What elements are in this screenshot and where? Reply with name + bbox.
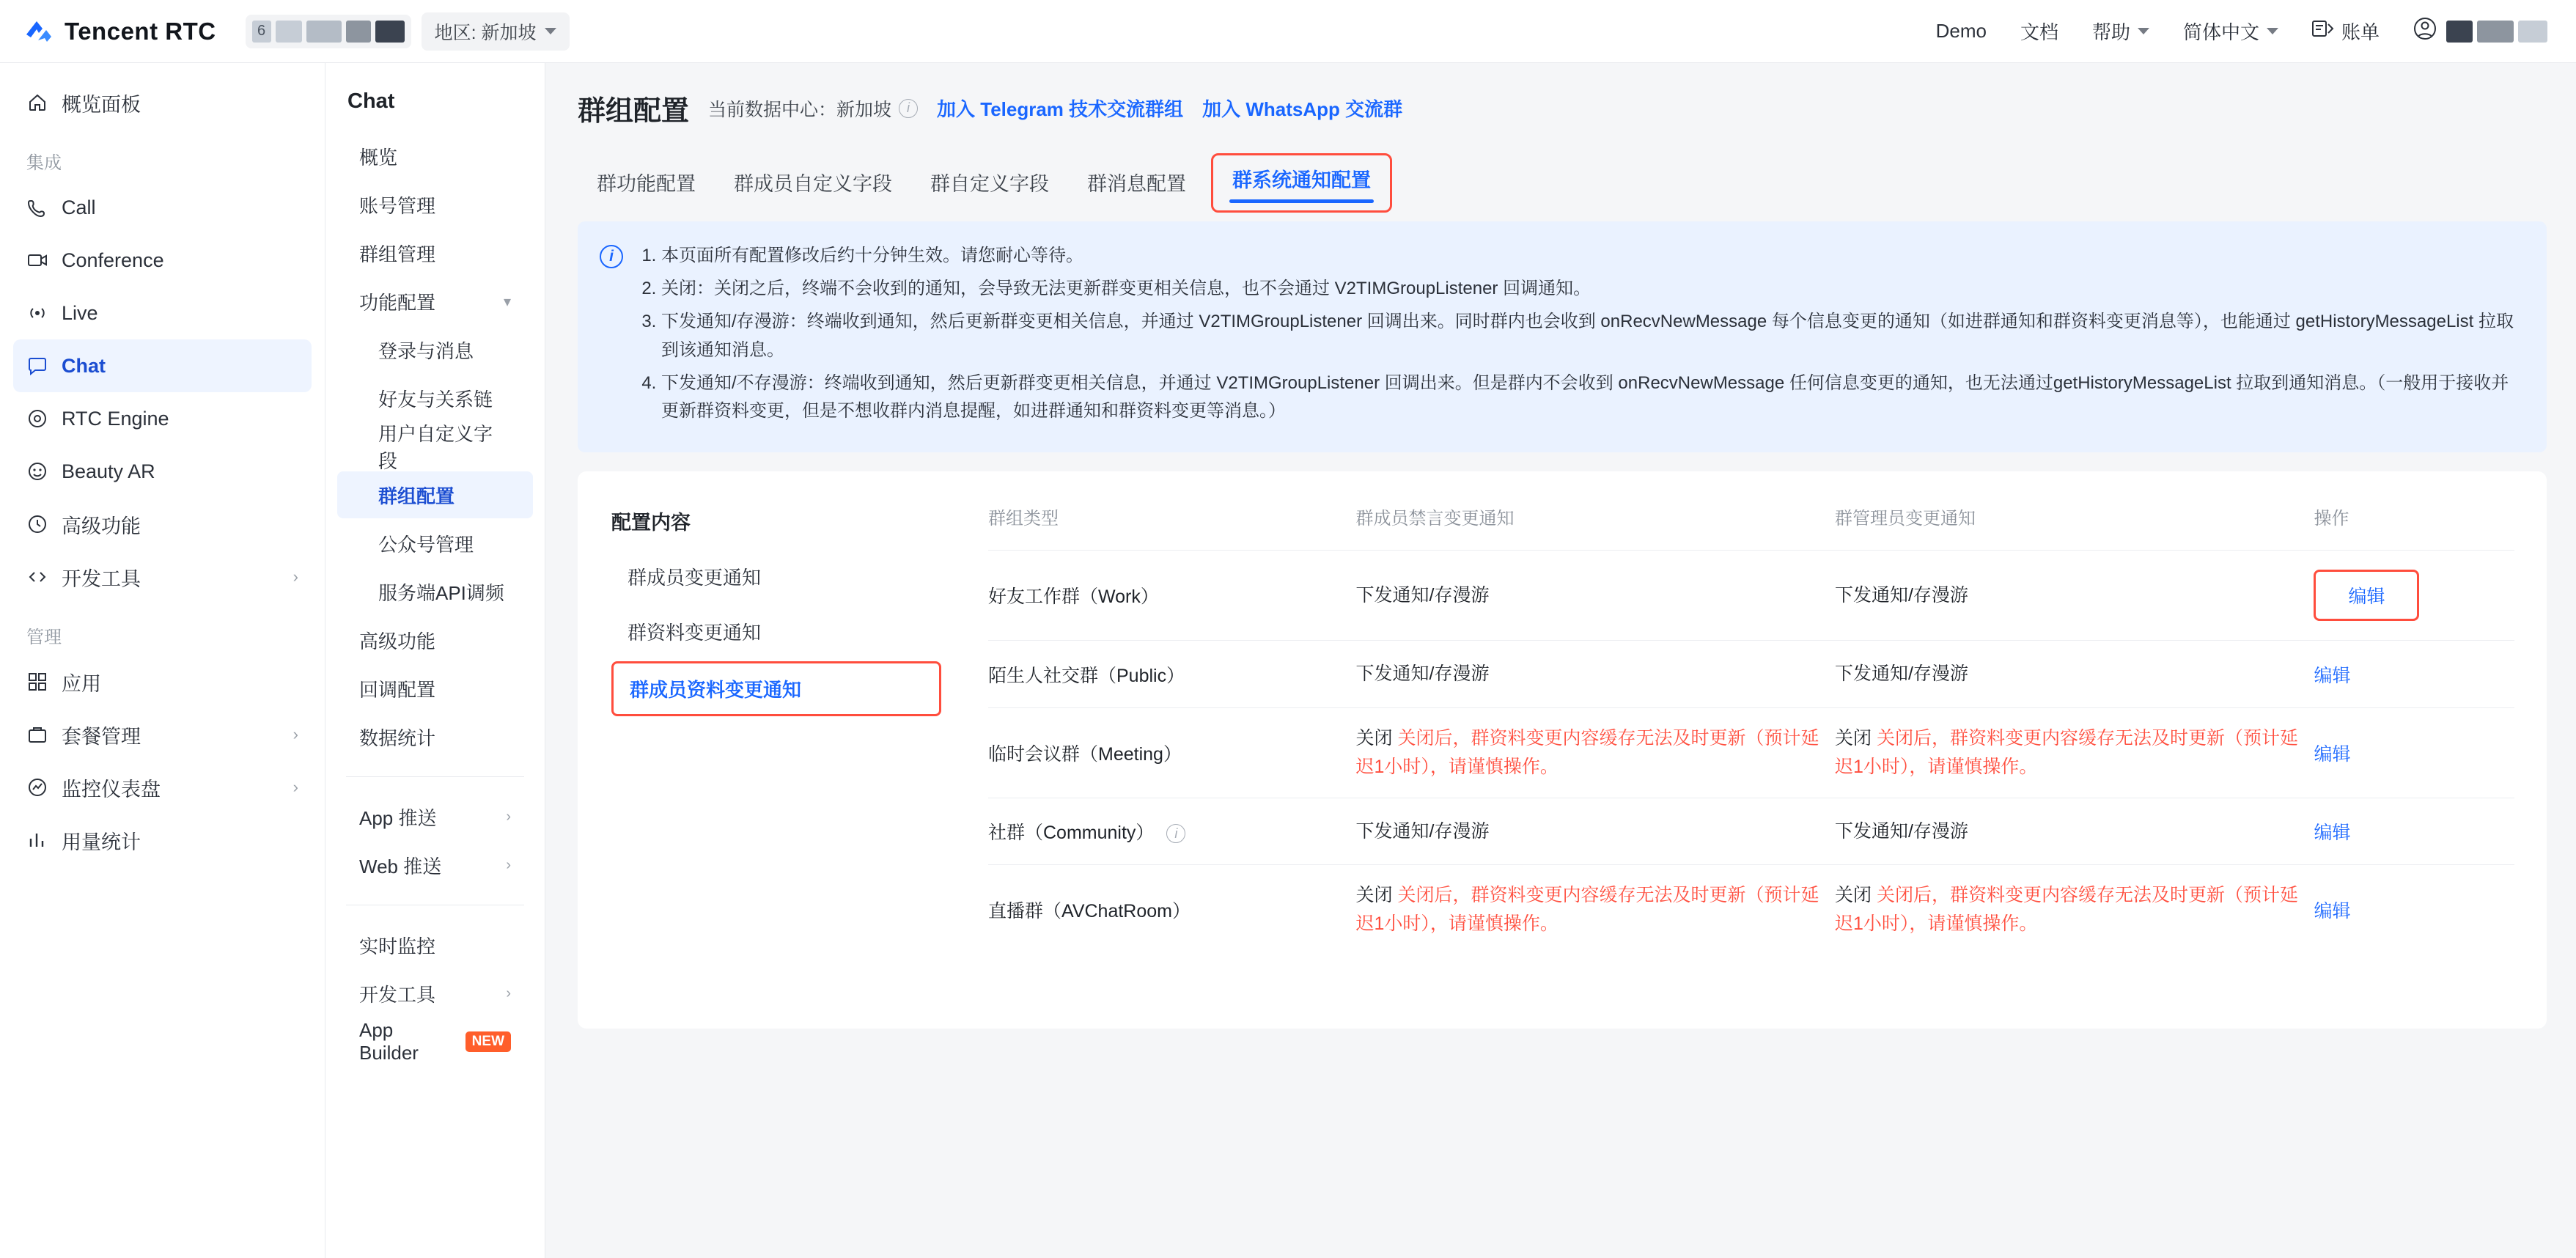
usage-icon xyxy=(26,829,48,851)
app-shell xyxy=(0,63,2576,1258)
account-name-blocks xyxy=(2444,21,2550,43)
telegram-group-link[interactable]: 加入 Telegram 技术交流群组 xyxy=(937,98,1184,120)
subnav-item-account[interactable] xyxy=(337,181,533,228)
chat-icon xyxy=(26,355,48,377)
cell-mute-notification: 下发通知/存漫游 xyxy=(1356,798,1835,865)
edit-button[interactable]: 编辑 xyxy=(2314,665,2351,686)
subnav-item-friend-relation[interactable] xyxy=(337,375,533,422)
subnav-item-label: 公众号管理 xyxy=(378,533,474,556)
sidebar-group-integration: 集成 xyxy=(26,153,62,173)
new-badge: NEW xyxy=(465,1031,511,1052)
table-row xyxy=(988,551,2514,641)
sidebar-group-management: 管理 xyxy=(26,628,62,647)
subnav-item-data-stats[interactable] xyxy=(337,713,533,760)
app-block-1 xyxy=(276,21,302,43)
sidebar-item-live[interactable] xyxy=(13,287,312,339)
sidebar-item-label: RTC Engine xyxy=(62,407,169,430)
subnav-item-overview[interactable] xyxy=(337,133,533,180)
top-bar xyxy=(0,0,2576,63)
sidebar-item-beauty-ar[interactable] xyxy=(13,445,312,498)
info-banner-list xyxy=(638,242,2520,430)
sidebar-item-label: Chat xyxy=(62,354,106,377)
subnav-title: Chat xyxy=(347,89,395,113)
cell-mute-notification: 下发通知/存漫游 xyxy=(1356,551,1835,641)
tab-group-system-notification-config[interactable]: 群系统通知配置 xyxy=(1211,153,1392,213)
subnav-item-app-builder[interactable] xyxy=(337,1018,533,1065)
subnav-item-advanced[interactable] xyxy=(337,617,533,663)
subnav-item-label: 实时监控 xyxy=(359,935,436,957)
sidebar-item-label: Beauty AR xyxy=(62,460,155,482)
sidebar-item-advanced[interactable] xyxy=(13,498,312,551)
info-banner-item: 4. 下发通知/不存漫游：终端收到通知，然后更新群变更相关信息，并通过 V2TIMGroupListener 回调出来。但是群内不会收到 onRecvNewMessage 任何信息变更的通知，也无法通过getHistoryMessageList 拉取到通知消息。（一般用于接收并更新群资料变更，但是不想收群内消息提醒，如进群通知和群资料变更等消息。） xyxy=(661,369,2520,427)
column-header-mute-change-notification: 群成员禁言变更通知 xyxy=(1355,509,1515,529)
cell-group-type: 陌生人社交群（Public） xyxy=(988,641,1356,708)
sidebar-item-label: 概览面板 xyxy=(62,93,141,116)
tencent-rtc-logo-icon xyxy=(22,15,54,48)
config-table-pane xyxy=(988,496,2547,1029)
cell-admin-notification: 下发通知/存漫游 xyxy=(1835,798,2314,865)
column-header-group-type: 群组类型 xyxy=(988,509,1059,529)
subnav-item-label: 登录与消息 xyxy=(378,339,474,362)
region-label: 地区: 新加坡 xyxy=(434,22,537,43)
cell-group-type-label: 社群（Community） xyxy=(988,822,1155,843)
sidebar-item-usage[interactable] xyxy=(13,814,312,867)
subnav-item-label: 服务端API调频 xyxy=(378,581,504,604)
chevron-down-icon xyxy=(2267,28,2278,34)
sidebar-item-monitor[interactable] xyxy=(13,761,312,814)
cell-admin-notification: 下发通知/存漫游 xyxy=(1835,641,2314,708)
sidebar-item-label: 监控仪表盘 xyxy=(62,778,161,801)
nav-language[interactable] xyxy=(2183,18,2278,45)
cell-group-type: 直播群（AVChatRoom） xyxy=(988,865,1356,954)
monitor-icon xyxy=(26,776,48,798)
edit-button[interactable]: 编辑 xyxy=(2314,743,2351,765)
subnav-item-server-api-rate[interactable] xyxy=(337,568,533,615)
subnav-item-label: 群组配置 xyxy=(378,485,455,507)
cell-group-type xyxy=(988,798,1356,865)
subnav-item-label: App Builder xyxy=(359,1019,419,1064)
subnav-item-feature-config[interactable] xyxy=(337,278,533,325)
subnav-item-label: 用户自定义字段 xyxy=(378,423,493,472)
chevron-right-icon: › xyxy=(506,856,511,873)
sidebar-item-label: 用量统计 xyxy=(62,831,141,853)
cell-mute-value: 关闭 xyxy=(1355,728,1393,748)
chevron-down-icon xyxy=(2138,28,2149,34)
cell-admin-warning: 关闭后，群资料变更内容缓存无法及时更新（预计延迟1小时），请谨慎操作。 xyxy=(1834,728,2298,777)
subnav-item-login-message[interactable] xyxy=(337,326,533,373)
edit-button[interactable]: 编辑 xyxy=(2314,901,2351,922)
subnav-item-realtime-monitor[interactable] xyxy=(337,922,533,968)
brand[interactable] xyxy=(22,15,216,48)
nav-help[interactable] xyxy=(2092,18,2149,45)
tab-group-message-config[interactable]: 群消息配置 xyxy=(1087,173,1186,195)
column-header-admin-change-notification: 群管理员变更通知 xyxy=(1834,509,1976,529)
avatar xyxy=(2413,17,2437,45)
nav-demo[interactable]: Demo xyxy=(1935,20,1987,42)
beauty-ar-icon xyxy=(26,460,48,482)
sidebar-primary xyxy=(0,63,325,1258)
advanced-icon xyxy=(26,513,48,535)
chevron-right-icon: › xyxy=(292,778,298,796)
apps-icon xyxy=(26,671,48,693)
edit-button[interactable]: 编辑 xyxy=(2314,822,2351,843)
app-block-3 xyxy=(346,21,371,43)
account-menu[interactable] xyxy=(2413,17,2550,45)
subnav-item-label: 群组管理 xyxy=(359,243,436,265)
app-block-2 xyxy=(306,21,342,43)
app-block-4 xyxy=(375,21,405,43)
info-icon[interactable]: i xyxy=(1166,824,1185,843)
cell-admin-notification: 下发通知/存漫游 xyxy=(1835,551,2314,641)
cell-mute-notification xyxy=(1356,708,1835,798)
subnav-item-user-custom-field[interactable] xyxy=(337,423,533,470)
sidebar-item-label: 套餐管理 xyxy=(62,725,141,748)
package-icon xyxy=(26,724,48,746)
cell-action xyxy=(2314,865,2514,954)
cell-action xyxy=(2314,798,2514,865)
chevron-down-icon: ▾ xyxy=(503,293,511,310)
brand-name: Tencent RTC xyxy=(65,17,216,45)
cell-admin-notification xyxy=(1835,708,2314,798)
subnav-item-official-account[interactable] xyxy=(337,520,533,567)
tab-bar xyxy=(578,153,2547,213)
cell-mute-notification: 下发通知/存漫游 xyxy=(1356,641,1835,708)
top-bar-right xyxy=(1936,17,2550,45)
cell-action xyxy=(2314,641,2514,708)
nav-billing-label: 账单 xyxy=(2341,21,2380,43)
subnav-item-label: 回调配置 xyxy=(359,678,436,701)
subnav-item-label: 功能配置 xyxy=(359,291,436,314)
sidebar-secondary xyxy=(325,63,545,1258)
live-icon xyxy=(26,302,48,324)
sidebar-item-chat[interactable] xyxy=(13,339,312,392)
info-icon: i xyxy=(600,245,623,268)
billing-icon xyxy=(2312,19,2334,43)
whatsapp-group-link[interactable]: 加入 WhatsApp 交流群 xyxy=(1202,98,1403,120)
datacenter-label: 当前数据中心：新加坡 xyxy=(708,99,892,120)
subnav-item-label: 概览 xyxy=(359,146,398,169)
subnav-item-group-management[interactable] xyxy=(337,229,533,276)
nav-billing[interactable] xyxy=(2312,18,2380,45)
column-header-action: 操作 xyxy=(2314,509,2349,529)
cell-mute-warning: 关闭后，群资料变更内容缓存无法及时更新（预计延迟1小时），请谨慎操作。 xyxy=(1355,885,1819,934)
app-selector[interactable] xyxy=(246,15,411,48)
call-icon xyxy=(26,196,48,218)
info-banner-item: 1. 本页面所有配置修改后约十分钟生效。请您耐心等待。 xyxy=(661,242,2520,271)
cell-admin-warning: 关闭后，群资料变更内容缓存无法及时更新（预计延迟1小时），请谨慎操作。 xyxy=(1834,885,2298,934)
cell-mute-warning: 关闭后，群资料变更内容缓存无法及时更新（预计延迟1小时），请谨慎操作。 xyxy=(1355,728,1819,777)
sidebar-item-label: 开发工具 xyxy=(62,567,141,590)
cell-action xyxy=(2314,708,2514,798)
cell-mute-value: 关闭 xyxy=(1355,885,1393,906)
subnav-item-label: 账号管理 xyxy=(359,194,436,217)
subnav-item-group-config[interactable] xyxy=(337,471,533,518)
chevron-right-icon: › xyxy=(292,567,298,586)
notification-config-table xyxy=(988,496,2514,954)
dev-tools-icon xyxy=(26,566,48,588)
conference-icon xyxy=(26,249,48,271)
info-banner xyxy=(578,221,2547,452)
tab-group-custom-field[interactable]: 群自定义字段 xyxy=(930,173,1049,195)
table-header-row xyxy=(988,496,2514,551)
config-item-member-profile-change-notification[interactable]: 群成员资料变更通知 xyxy=(611,661,941,716)
config-item-group-profile-change-notification[interactable]: 群资料变更通知 xyxy=(628,622,762,644)
nav-help-label: 帮助 xyxy=(2091,21,2130,43)
sidebar-item-label: Conference xyxy=(62,249,164,271)
chevron-right-icon: › xyxy=(292,725,298,743)
page-title: 群组配置 xyxy=(578,96,690,127)
datacenter-info xyxy=(708,95,918,122)
subnav-divider-1 xyxy=(346,776,524,777)
table-row xyxy=(988,798,2514,865)
region-selector[interactable] xyxy=(422,12,570,51)
sidebar-item-call[interactable] xyxy=(13,181,312,234)
cell-group-type: 好友工作群（Work） xyxy=(988,551,1356,641)
config-item-member-change-notification[interactable]: 群成员变更通知 xyxy=(628,567,762,589)
subnav-item-web-push[interactable] xyxy=(337,842,533,889)
sidebar-item-label: Live xyxy=(62,301,98,324)
table-row xyxy=(988,865,2514,954)
info-banner-item: 3. 下发通知/存漫游：终端收到通知，然后更新群变更相关信息，并通过 V2TIMGroupListener 回调出来。同时群内也会收到 onRecvNewMessage 每个信息变更的通知（如进群通知和群资料变更消息等），也能通过 getHistoryMessageList 拉取到该通知消息。 xyxy=(661,308,2520,365)
tab-member-custom-field[interactable]: 群成员自定义字段 xyxy=(734,173,892,195)
nav-docs[interactable]: 文档 xyxy=(2020,21,2058,43)
subnav-item-label: 好友与关系链 xyxy=(378,388,493,411)
cell-admin-notification xyxy=(1835,865,2314,954)
sidebar-item-apps[interactable] xyxy=(13,655,312,708)
cell-admin-value: 关闭 xyxy=(1834,728,1872,748)
subnav-item-app-push[interactable] xyxy=(337,793,533,840)
sidebar-item-label: 高级功能 xyxy=(62,515,141,537)
cell-action xyxy=(2314,551,2514,641)
edit-link-label: 编辑 xyxy=(2348,586,2385,608)
chevron-down-icon xyxy=(545,28,556,34)
subnav-item-label: 数据统计 xyxy=(359,727,436,749)
config-pane-title: 配置内容 xyxy=(611,512,691,534)
table-row xyxy=(988,641,2514,708)
info-banner-item: 2. 关闭：关闭之后，终端不会收到的通知，会导致无法更新群变更相关信息，也不会通过 V2TIMGroupListener 回调通知。 xyxy=(661,275,2520,304)
subnav-item-label: Web 推送 xyxy=(359,855,442,878)
subnav-item-callback-config[interactable] xyxy=(337,665,533,712)
sidebar-item-label: Call xyxy=(62,196,96,218)
tab-group-feature-config[interactable]: 群功能配置 xyxy=(597,173,696,195)
app-id-char: 6 xyxy=(252,21,271,43)
chevron-right-icon: › xyxy=(506,808,511,825)
config-card xyxy=(578,471,2547,1029)
subnav-item-label: App 推送 xyxy=(359,806,437,829)
sidebar-item-label: 应用 xyxy=(62,672,101,695)
chevron-right-icon: › xyxy=(506,985,511,1001)
subnav-item-label: 开发工具 xyxy=(359,983,436,1006)
config-content-pane xyxy=(578,496,988,1029)
main-content xyxy=(545,63,2576,1258)
sidebar-item-dev-tools[interactable] xyxy=(13,551,312,603)
cell-admin-value: 关闭 xyxy=(1834,885,1872,906)
edit-button[interactable] xyxy=(2314,570,2419,621)
rtc-engine-icon xyxy=(26,408,48,430)
subnav-item-label: 高级功能 xyxy=(359,630,436,652)
home-icon xyxy=(26,92,48,114)
info-icon[interactable]: i xyxy=(899,99,918,118)
nav-language-label: 简体中文 xyxy=(2182,21,2259,43)
sidebar-item-overview[interactable] xyxy=(13,76,312,129)
sidebar-item-package[interactable] xyxy=(13,708,312,761)
subnav-item-dev-tools[interactable] xyxy=(337,970,533,1017)
sidebar-item-conference[interactable] xyxy=(13,234,312,287)
cell-group-type: 临时会议群（Meeting） xyxy=(988,708,1356,798)
sidebar-item-rtc-engine[interactable] xyxy=(13,392,312,445)
page-header xyxy=(578,88,2547,128)
cell-mute-notification xyxy=(1356,865,1835,954)
table-row xyxy=(988,708,2514,798)
